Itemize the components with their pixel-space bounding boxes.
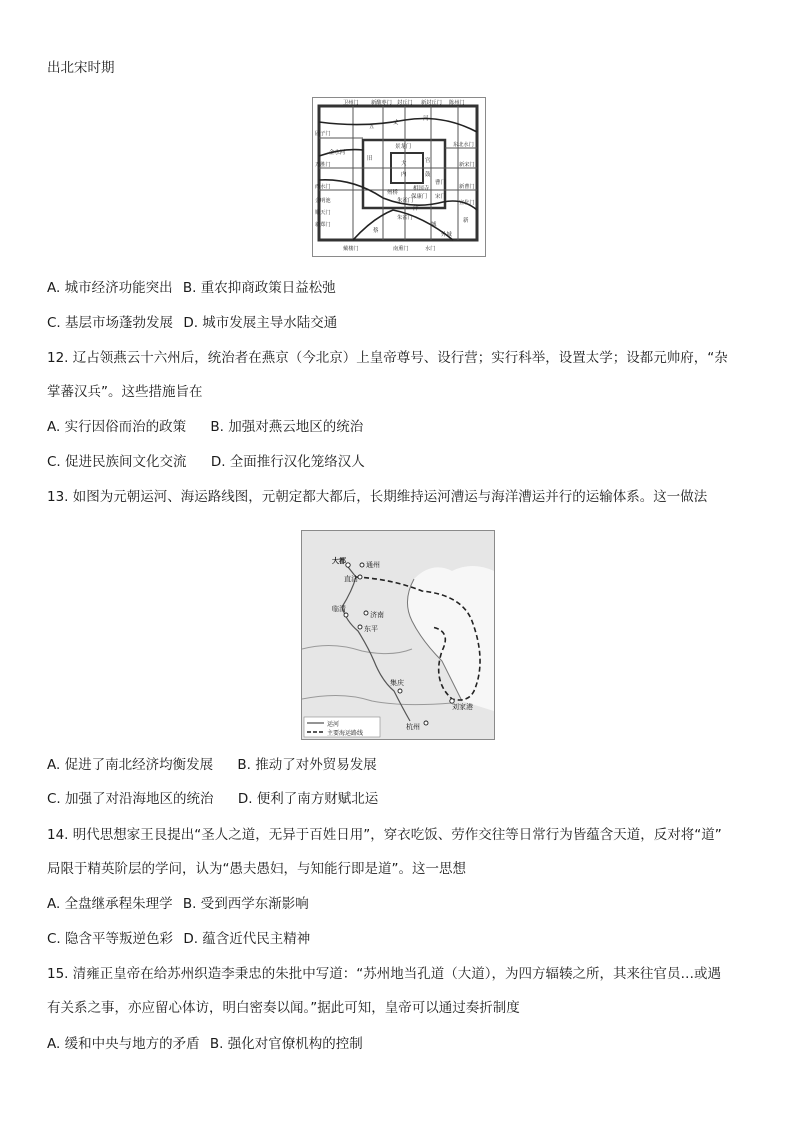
- map-legend: [304, 717, 380, 737]
- map-label: 新: [463, 218, 469, 224]
- q14-stem-line2: 局限于精英阶层的学问，认为“愚夫愚妇，与知能行即是道”。这一思想: [47, 861, 466, 877]
- gate-label: 南熏门: [393, 246, 409, 252]
- map-label: 五: [369, 124, 375, 130]
- q11-option-c[interactable]: C. 基层市场蓬勃发展: [47, 315, 174, 331]
- gate-label: 新酸枣门: [371, 100, 392, 106]
- map-label: 州桥: [387, 190, 398, 196]
- q13-option-d[interactable]: D. 便利了南方财赋北运: [237, 791, 379, 807]
- gate-label: 朱雀门: [397, 215, 413, 221]
- map-label: 内: [401, 172, 407, 178]
- hangzhou-marker: [424, 721, 428, 725]
- city-label-jiqing: 集庆: [390, 679, 404, 687]
- gate-label: 水门: [425, 246, 436, 252]
- q14-option-a[interactable]: A. 全盘继承程朱理学: [47, 896, 173, 912]
- gate-label: 新封丘门: [421, 100, 442, 106]
- lead-text: 出北宋时期: [47, 60, 115, 76]
- map-label: 丈: [393, 120, 399, 126]
- gate-label: 卫州门: [343, 100, 359, 106]
- q14-stem-line1: 14. 明代思想家王艮提出“圣人之道，无异于百姓日用”，穿衣吃饭、劳作交往等日常行为皆蕴含天道，反对将“道”: [47, 827, 722, 843]
- gate-label: 封丘门: [397, 100, 413, 106]
- map-label: 河: [423, 116, 429, 122]
- q11-option-d[interactable]: D. 城市发展主导水陆交通: [183, 315, 338, 331]
- q12-option-c[interactable]: C. 促进民族间文化交流: [47, 454, 187, 470]
- q14-option-c[interactable]: C. 隐含平等叛逆色彩: [47, 931, 174, 947]
- gate-label: 新曹门: [459, 184, 475, 190]
- dadu-marker: [346, 563, 350, 567]
- bianjing-city-map: [312, 97, 486, 257]
- q12-option-d[interactable]: D. 全面推行汉化笼络汉人: [210, 454, 365, 470]
- q14-option-b[interactable]: B. 受到西学东渐影响: [182, 896, 309, 912]
- q15-option-a[interactable]: A. 缓和中央与地方的矛盾: [47, 1036, 200, 1052]
- map-label: 金水河: [329, 150, 346, 156]
- zhigu-marker: [358, 575, 362, 579]
- q15-stem-line1: 15. 清雍正皇帝在给苏州织造李秉忠的朱批中写道：“苏州地当孔道（大道），为四方辐辏之所，其来往官员…或遇: [47, 966, 722, 982]
- q11-options-row1: [47, 278, 336, 298]
- map-label: 景龙门: [395, 144, 412, 150]
- q13-options-row1: [47, 755, 377, 775]
- gate-label: 固子门: [315, 131, 331, 137]
- tongzhou-marker: [360, 563, 364, 567]
- gate-label: 东北水门: [453, 142, 474, 148]
- q13-options-row2: [47, 789, 378, 809]
- q13-option-b[interactable]: B. 推动了对外贸易发展: [237, 757, 377, 773]
- jinan-marker: [364, 611, 368, 615]
- q14-option-d[interactable]: D. 蕴含近代民主精神: [183, 931, 311, 947]
- q15-options-row1: [47, 1034, 363, 1054]
- q15-option-b[interactable]: B. 强化对官僚机构的控制: [209, 1036, 363, 1052]
- q11-option-a[interactable]: A. 城市经济功能突出: [47, 280, 173, 296]
- city-label-dongping: 东平: [364, 625, 378, 633]
- q14-options-row1: [47, 894, 309, 914]
- q12-stem-line2: 掌蕃汉兵”。这些措施旨在: [47, 384, 203, 400]
- map-label: 保康门: [411, 194, 428, 200]
- map-label: 曹门: [435, 180, 446, 186]
- map-label: 鼓: [425, 172, 431, 178]
- linqing-marker: [344, 613, 348, 617]
- city-label-hangzhou: 杭州: [406, 723, 420, 731]
- q12-options-row1: [47, 417, 363, 437]
- gate-label: 顺天门: [315, 210, 331, 216]
- q12-option-a[interactable]: A. 实行因俗而治的政策: [47, 419, 187, 435]
- gate-label: 宣化门: [459, 200, 475, 206]
- map-label: 旧: [367, 156, 373, 162]
- map-label: 宫: [425, 158, 431, 164]
- gate-label: 新宋门: [459, 162, 475, 168]
- map-label: 蔡: [373, 228, 379, 234]
- city-label-tongzhou: 通州: [366, 561, 380, 569]
- map-label: 相国寺: [413, 186, 430, 192]
- jiqing-marker: [398, 689, 402, 693]
- map-label: 汴: [413, 206, 419, 212]
- q15-stem-line2: 有关系之事，亦应留心体访，明白密奏以闻。”据此可知，皇帝可以通过奏折制度: [47, 1000, 520, 1016]
- q13-option-c[interactable]: C. 加强了对沿海地区的统治: [47, 791, 214, 807]
- gate-label: 万胜门: [315, 162, 331, 168]
- city-label-linqing: 临清: [332, 605, 346, 613]
- q11-option-b[interactable]: B. 重农抑商政策日益松弛: [182, 280, 336, 296]
- gate-label: 戴楼门: [343, 246, 359, 252]
- city-label-jinan: 济南: [370, 611, 384, 619]
- legend-canal: 运河: [327, 721, 340, 728]
- city-label-zhigu: 直沽: [344, 575, 358, 583]
- gate-label: 新郑门: [315, 222, 331, 228]
- q11-options-row2: [47, 313, 337, 333]
- city-label-liujiagang: 刘家港: [452, 703, 473, 711]
- map-label: 城: [431, 222, 437, 228]
- gate-label: 金明池: [315, 198, 331, 204]
- q14-options-row2: [47, 929, 310, 949]
- yuan-canal-sea-route-map: [301, 530, 495, 740]
- gate-label: 陈州门: [449, 100, 465, 106]
- map-label: 宋门: [435, 194, 446, 200]
- q12-option-b[interactable]: B. 加强对燕云地区的统治: [210, 419, 364, 435]
- bian-river: [319, 180, 477, 210]
- map-label: 外城: [441, 232, 452, 238]
- gate-label: 西水门: [315, 184, 331, 190]
- q13-option-a[interactable]: A. 促进了南北经济均衡发展: [47, 757, 214, 773]
- dongping-marker: [358, 625, 362, 629]
- city-label-dadu: 大都: [332, 557, 346, 565]
- q12-options-row2: [47, 452, 365, 472]
- q13-stem: 13. 如图为元朝运河、海运路线图，元朝定都大都后，长期维持运河漕运与海洋漕运并行的运输体系。这一做法: [47, 489, 708, 505]
- map-label: 朱雀门: [397, 198, 414, 204]
- map-label: 大: [401, 161, 407, 167]
- q12-stem-line1: 12. 辽占领燕云十六州后，统治者在燕京（今北京）上皇帝尊号、设行营；实行科举，设置太学；设都元帅府，“杂: [47, 350, 728, 366]
- legend-sea-route: 主要海运路线: [327, 730, 364, 737]
